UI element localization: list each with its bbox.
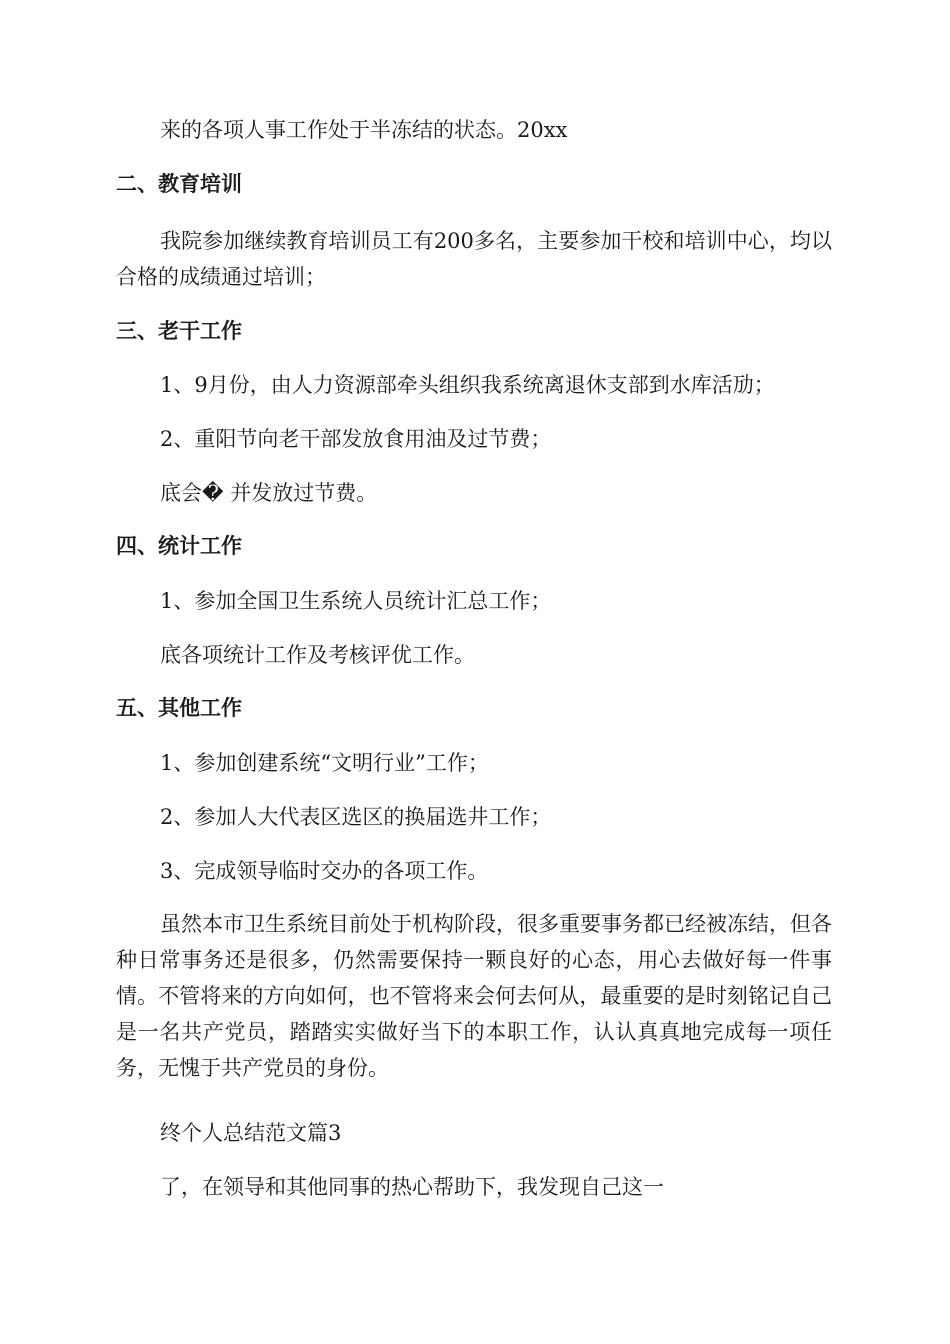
section-heading-education: 二、教育培训 <box>116 172 242 196</box>
list-item: 3、完成领导临时交办的各项工作。 <box>160 859 489 883</box>
list-item: 1、参加全国卫生系统人员统计汇总工作； <box>160 589 552 613</box>
paragraph-education: 我院参加继续教育培训员工有200多名，主要参加干校和培训中心，均以合格的成绩通过培训； <box>116 229 832 289</box>
paragraph-summary: 虽然本市卫生系统目前处于机构阶段，很多重要事务都已经被冻结，但各种日常事务还是很多，仍然需要保持一颗良好的心态，用心去做好每一件事情。不管将来的方向如何，也不管将来会何去何从，最重要的是时刻铭记自己是一名共产党员，踏踏实实做好当下的本职工作，认认真真地完成每一项任务，无愧于共产党员的身份。 <box>116 912 832 1080</box>
list-item: 1、参加创建系统“文明行业”工作； <box>160 751 489 775</box>
body-line: 底各项统计工作及考核评优工作。 <box>160 643 475 667</box>
section-heading-statistics: 四、统计工作 <box>116 534 242 558</box>
list-item: 2、参加人大代表区选区的换届选井工作； <box>160 805 552 829</box>
list-item: 2、重阳节向老干部发放食用油及过节费； <box>160 427 552 451</box>
body-line: 底会� 并发放过节费。 <box>160 481 378 505</box>
body-line: 来的各项人事工作处于半冻结的状态。20xx <box>160 118 568 142</box>
list-item: 1、9月份，由人力资源部牵头组织我系统离退休支部到水库活劢； <box>160 373 775 397</box>
section-heading-other: 五、其他工作 <box>116 696 242 720</box>
section-heading-retirees: 三、老干工作 <box>116 319 242 343</box>
body-line: 了，在领导和其他同事的热心帮助下，我发现自己这一 <box>160 1175 664 1199</box>
body-line: 终个人总结范文篇3 <box>160 1121 342 1145</box>
